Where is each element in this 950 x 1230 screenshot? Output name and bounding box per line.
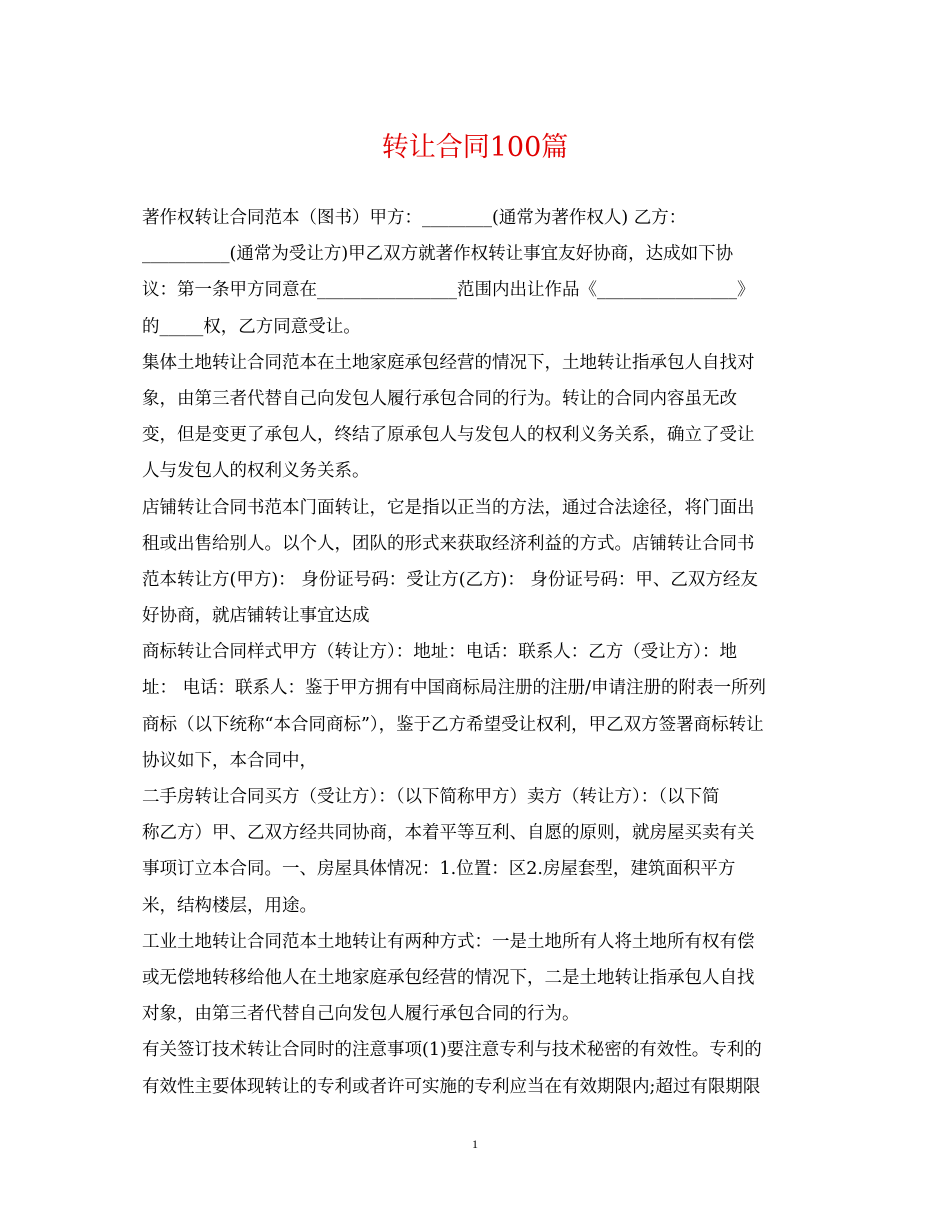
text-line: 商标（以下统称“本合同商标”），鉴于乙方希望受让权利，甲乙双方签署商标转让 bbox=[142, 714, 764, 735]
document-title: 转让合同100篇 bbox=[381, 132, 569, 163]
text-line: 工业土地转让合同范本土地转让有两种方式：一是土地所有人将土地所有权有偿 bbox=[142, 931, 755, 952]
text-line: 事项订立本合同。一、房屋具体情况：1.位置：区2.房屋套型，建筑面积平方 bbox=[142, 859, 736, 880]
text-line: 商标转让合同样式甲方（转让方）：地址：电话：联系人：乙方（受让方）：地 bbox=[142, 642, 737, 663]
text-line: 有效性主要体现转让的专利或者许可实施的专利应当在有效期限内;超过有限期限 bbox=[142, 1076, 761, 1097]
text-line: __________(通常为受让方)甲乙双方就著作权转让事宜友好协商，达成如下协 bbox=[142, 244, 734, 265]
text-line: 米，结构楼层，用途。 bbox=[142, 895, 317, 916]
page-number: 1 bbox=[472, 1137, 478, 1151]
text-line: 集体土地转让合同范本在土地家庭承包经营的情况下，土地转让指承包人自找对 bbox=[142, 352, 755, 373]
text-line: 著作权转让合同范本（图书）甲方：________(通常为著作权人) 乙方： bbox=[142, 208, 687, 228]
text-line: 好协商，就店铺转让事宜达成 bbox=[142, 606, 370, 627]
text-line: 象，由第三者代替自己向发包人履行承包合同的行为。转让的合同内容虽无改 bbox=[142, 388, 737, 409]
document-body bbox=[142, 200, 814, 1105]
text-line: 的_____权，乙方同意受让。 bbox=[142, 316, 361, 337]
text-line: 协议如下，本合同中， bbox=[142, 750, 317, 771]
text-line: 称乙方）甲、乙双方经共同协商，本着平等互利、自愿的原则，就房屋买卖有关 bbox=[142, 823, 755, 844]
text-line: 租或出售给别人。以个人，团队的形式来获取经济利益的方式。店铺转让合同书 bbox=[142, 533, 755, 554]
text-line: 范本转让方(甲方)： 身份证号码：受让方(乙方)： 身份证号码：甲、乙双方经友 bbox=[142, 569, 758, 590]
text-line: 议：第一条甲方同意在________________范围内出让作品《________________》 bbox=[142, 280, 755, 301]
text-line: 有关签订技术转让合同时的注意事项(1)要注意专利与技术秘密的有效性。专利的 bbox=[142, 1040, 762, 1061]
text-line: 或无偿地转移给他人在土地家庭承包经营的情况下，二是土地转让指承包人自找 bbox=[142, 967, 755, 988]
text-line: 二手房转让合同买方（受让方）：（以下简称甲方）卖方（转让方）：（以下简 bbox=[142, 787, 720, 807]
text-line: 变，但是变更了承包人，终结了原承包人与发包人的权利义务关系，确立了受让 bbox=[142, 425, 755, 446]
text-line: 址： 电话：联系人：鉴于甲方拥有中国商标局注册的注册/申请注册的附表一所列 bbox=[142, 678, 766, 699]
text-line: 店铺转让合同书范本门面转让，它是指以正当的方法，通过合法途径，将门面出 bbox=[142, 497, 755, 518]
text-line: 人与发包人的权利义务关系。 bbox=[142, 461, 370, 482]
text-line: 对象，由第三者代替自己向发包人履行承包合同的行为。 bbox=[142, 1004, 580, 1025]
